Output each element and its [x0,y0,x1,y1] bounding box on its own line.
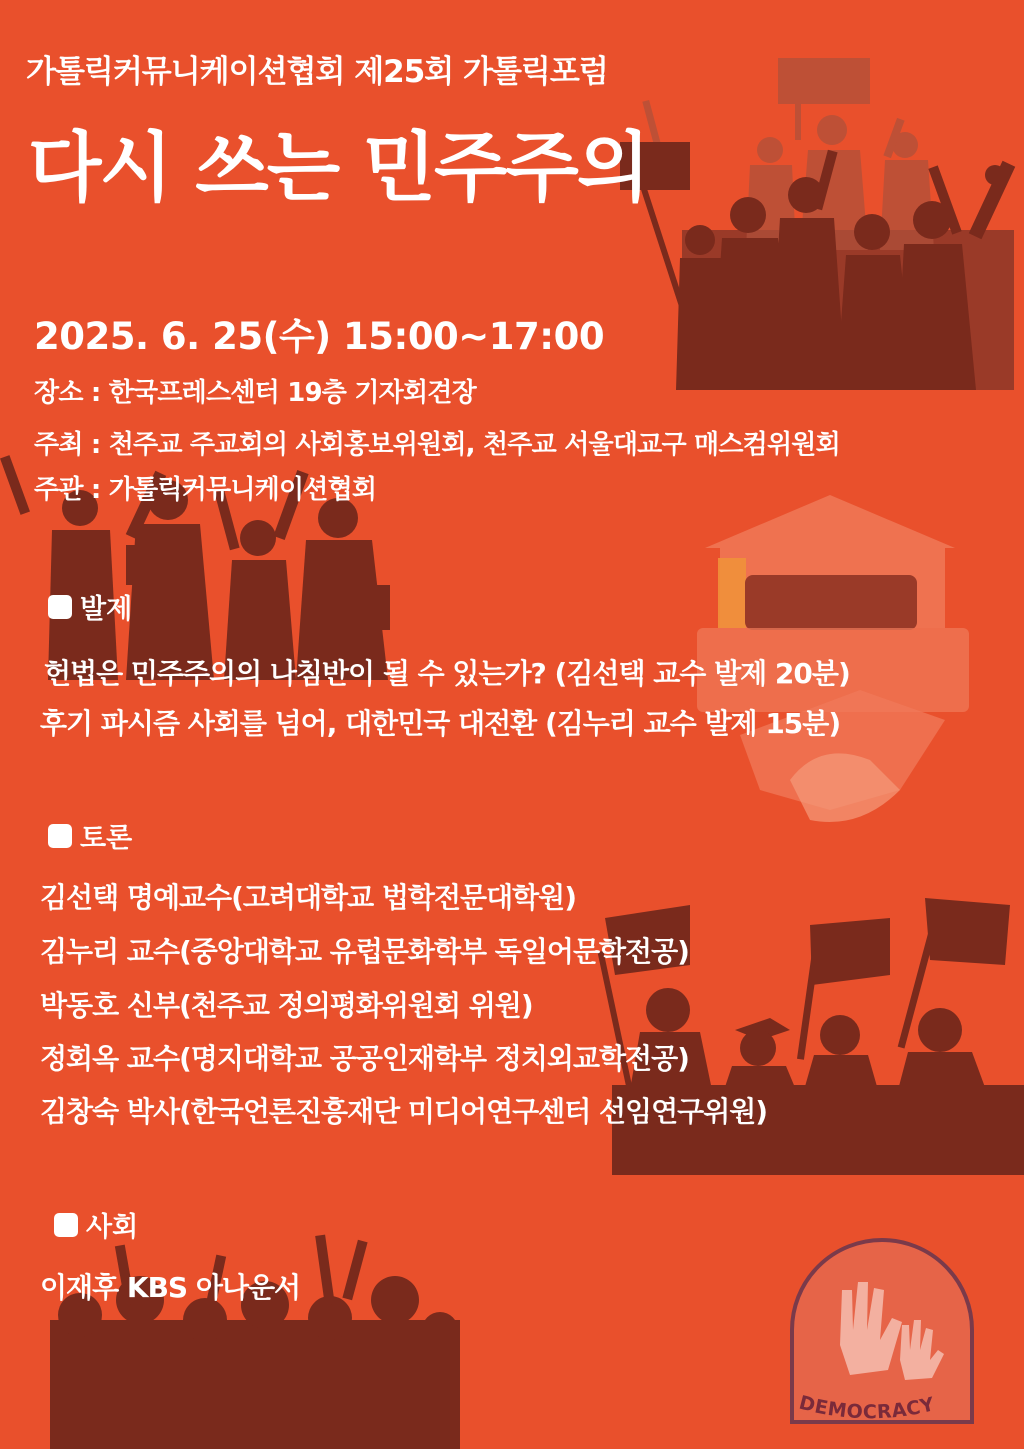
discussion-item-1: 김선택 명예교수(고려대학교 법학전문대학원) [40,881,577,914]
square-bullet-icon [54,1213,78,1237]
venue-line: 장소 : 한국프레스센터 19층 기자회견장 [34,378,476,408]
svg-text:DEMOCRACY [797,1392,937,1424]
square-bullet-icon [48,824,72,848]
host-line: 주최 : 천주교 주교회의 사회홍보위원회, 천주교 서울대교구 매스컴위원회 [34,430,840,460]
presentation-section-heading [48,587,132,626]
discussion-item-4: 정회옥 교수(명지대학교 공공인재학부 정치외교학전공) [40,1042,689,1075]
presentation-item-2: 후기 파시즘 사회를 넘어, 대한민국 대전환 (김누리 교수 발제 15분) [40,707,841,740]
presentation-item-1: 헌법은 민주주의의 나침반이 될 수 있는가? (김선택 교수 발제 20분) [44,657,850,690]
page-title: 다시 쓰는 민주주의 [28,123,649,212]
moderator-name: 이재후 KBS 아나운서 [40,1271,301,1304]
discussion-item-5: 김창숙 박사(한국언론진흥재단 미디어연구센터 선임연구위원) [40,1095,768,1128]
moderator-section-heading [54,1205,138,1244]
democracy-badge-text: DEMOCRACY [796,1391,937,1424]
discussion-heading-label: 토론 [80,823,133,854]
discussion-item-3: 박동호 신부(천주교 정의평화위원회 위원) [40,989,533,1022]
organizer-line: 주관 : 가톨릭커뮤니케이션협회 [34,475,377,505]
protest-crowd-top-right-illustration [620,58,1015,390]
moderator-heading-label: 사회 [86,1212,139,1243]
democracy-badge [792,1370,972,1430]
discussion-section-heading [48,816,132,855]
presentation-heading-label: 발제 [80,594,133,625]
square-bullet-icon [48,595,72,619]
discussion-item-2: 김누리 교수(중앙대학교 유럽문화학부 독일어문학전공) [40,935,689,968]
event-datetime: 2025. 6. 25(수) 15:00~17:00 [34,315,605,358]
organizer-heading: 가톨릭커뮤니케이션협회 제25회 가톨릭포럼 [26,54,608,90]
